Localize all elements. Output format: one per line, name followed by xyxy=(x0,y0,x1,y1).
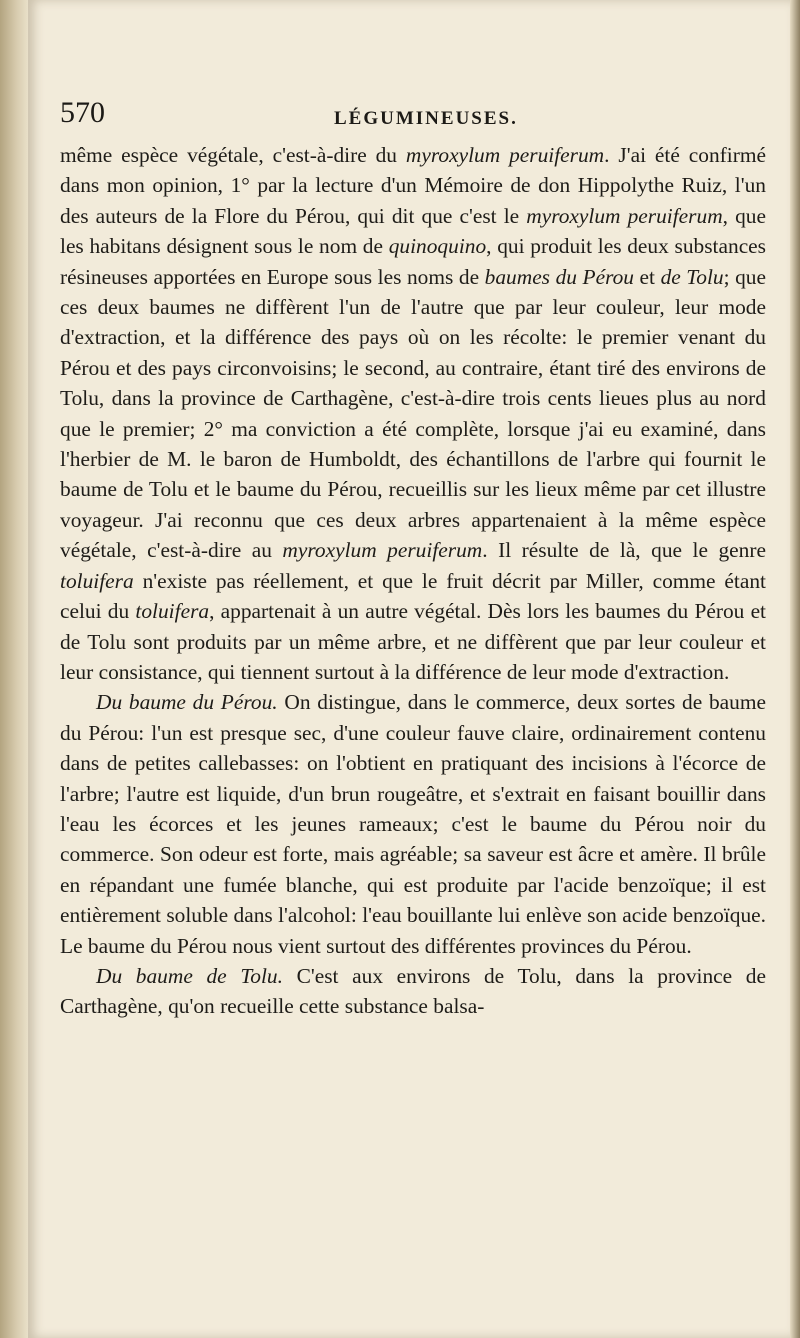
page-number: 570 xyxy=(60,96,105,129)
italic-text: de Tolu xyxy=(660,264,724,289)
italic-text: myroxylum peruiferum xyxy=(405,143,605,167)
text-run: C'est aux environs de Tolu, dans la province de Carthagène, qu'on recueille cette substance balsa- xyxy=(60,963,766,1019)
text-run: On distingue, dans le commerce, deux sortes de baume du Pérou: l'un est presque sec, d'une couleur fauve claire, ordinairement contenu dans de petites callebasses: on l'obtient en pratiquant des incisions à l'écorce de l'arbre; l'autre est liquide, d'un brun rougeâtre, et s'extrait en faisant bouillir dans l'eau les écorces et les jeunes rameaux; c'est le baume du Pérou noir du commerce. Son odeur est forte, mais agréable; sa saveur est âcre et amère. Il brûle en répandant une fumée blanche, qui est produite par l'acide benzoïque; il est entièrement soluble dans l'alcohol: l'eau bouillante lui enlève son acide benzoïque. Le baume du Pérou nous vient surtout des différentes provinces du Pérou. xyxy=(60,690,766,958)
book-gutter xyxy=(0,0,28,1338)
italic-text: myroxylum peruiferum xyxy=(526,203,723,228)
paragraph xyxy=(60,687,766,961)
italic-text: toluifera xyxy=(60,568,134,593)
italic-text: Du baume de Tolu. xyxy=(96,963,283,988)
italic-text: quinoquino xyxy=(388,234,487,259)
text-run: même espèce végétale, c'est-à-dire du xyxy=(60,143,406,167)
text-run: , que les habitans désignent sous le nom de xyxy=(60,203,766,259)
italic-text: myroxylum peruiferum xyxy=(282,538,483,563)
text-run: et xyxy=(634,264,661,289)
page-header xyxy=(60,96,760,136)
text-run: , qui produit les deux substances résineuses apportées en Europe sous les noms de xyxy=(60,234,767,289)
body-text xyxy=(60,140,766,1022)
page-edge xyxy=(790,0,800,1338)
running-head: LÉGUMINEUSES. xyxy=(334,108,518,129)
italic-text: Du baume du Pérou. xyxy=(96,690,278,715)
paragraph xyxy=(60,961,766,1022)
paragraph xyxy=(60,140,766,687)
text-run: ; que ces deux baumes ne diffèrent l'un de l'autre que par leur couleur, leur mode d'extraction, et la différence des pays où on les récolte: le premier venant du Pérou et des pays circonvoisins; le second, au contraire, étant tiré des environs de Tolu, dans la province de Carthagène, c'est-à-dire trois cents lieues plus au nord que le premier; 2° ma conviction a été complète, lorsque j'ai eu examiné, dans l'herbier de M. le baron de Humboldt, des échantillons de l'arbre qui fournit le baume de Tolu et le baume du Pérou, recueillis sur les lieux même par cet illustre voyageur. J'ai reconnu que ces deux arbres appartenaient à la même espèce végétale, c'est-à-dire au xyxy=(60,264,766,563)
text-run: , appartenait à un autre végétal. Dès lors les baumes du Pérou et de Tolu sont produits par un même arbre, et ne diffèrent que par leur couleur et leur consistance, qui tiennent surtout à la différence de leur mode d'extraction. xyxy=(60,599,767,684)
italic-text: baumes du Pérou xyxy=(484,264,634,289)
italic-text: toluifera xyxy=(135,599,210,624)
text-run: . J'ai été confirmé dans mon opinion, 1° par la lecture d'un Mémoire de don Hippolythe Ruiz, l'un des auteurs de la Flore du Pérou, qui dit que c'est le xyxy=(60,143,766,228)
text-run: . Il résulte de là, que le genre xyxy=(482,538,766,563)
text-run: n'existe pas réellement, et que le fruit décrit par Miller, comme étant celui du xyxy=(60,568,766,624)
